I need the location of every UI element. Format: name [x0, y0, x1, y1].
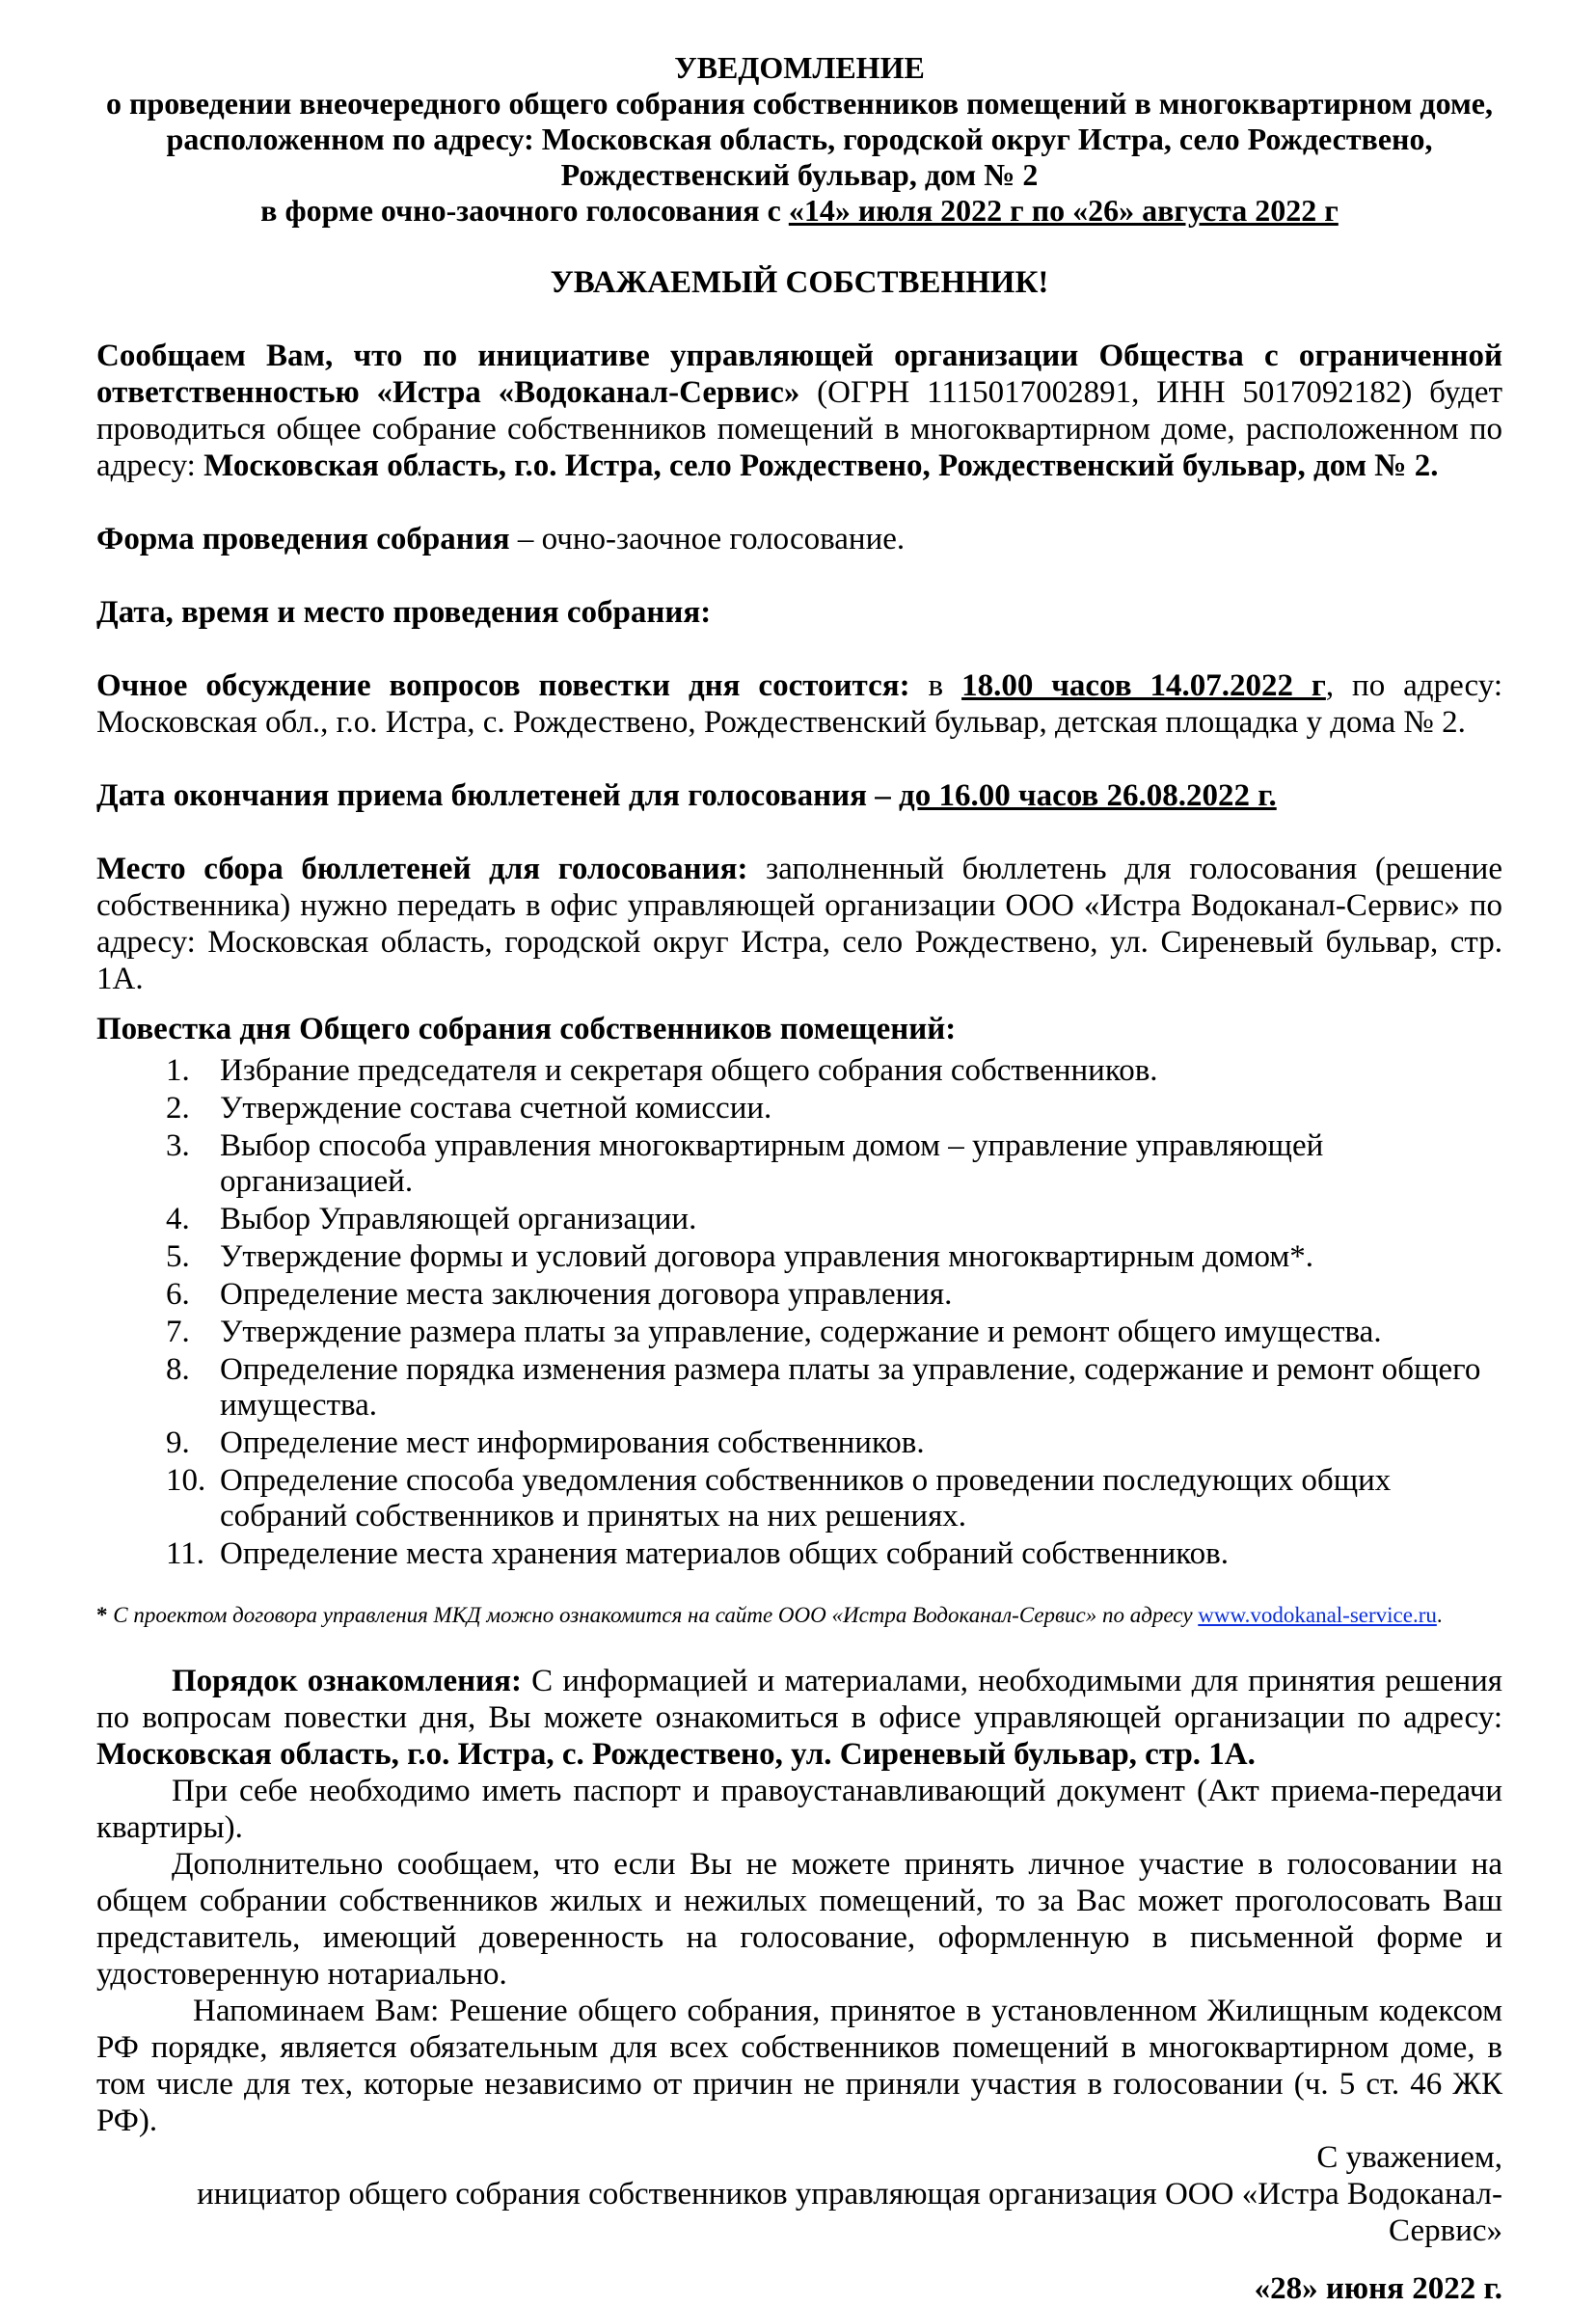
meeting-form-value: – очно-заочное голосование. [509, 522, 906, 556]
in-person-label: Очное обсуждение вопросов повестки дня состоится: [96, 668, 910, 703]
agenda-item [96, 1463, 1502, 1534]
collection-text: заполненный бюллетень для голосования (решение собственника) нужно передать в офис управляющей организации ООО «Истра Водоканал-Сервис» по адресу: Московская область, городской округ Истра, село Рождествено, ул. Сиреневый бульвар, стр. 1А. [96, 852, 1502, 996]
notice-document [96, 50, 1502, 2307]
agenda-item [96, 1425, 1502, 1461]
meeting-form [96, 521, 1502, 557]
agenda-item-text: Определение способа уведомления собственников о проведении последующих общих собраний собственников и принятых на них решениях. [220, 1463, 1392, 1533]
agenda-item-text: Избрание председателя и секретаря общего собрания собственников. [220, 1053, 1158, 1088]
agenda-item-text: Утверждение формы и условий договора управления многоквартирным домом*. [220, 1239, 1313, 1274]
datetime-heading: Дата, время и место проведения собрания: [96, 595, 712, 630]
procedure-paragraph [96, 1663, 1502, 1773]
agenda-item-text: Утверждение размера платы за управление, содержание и ремонт общего имущества. [220, 1315, 1382, 1349]
notice-subtitle-line-2: расположенном по адресу: Московская область, городской округ Истра, село Рождествено, [166, 122, 1433, 156]
procedure-address: Московская область, г.о. Истра, с. Рождествено, ул. Сиреневый бульвар, стр. 1А. [96, 1737, 1256, 1772]
agenda-item [96, 1239, 1502, 1275]
in-person-time: 18.00 часов 14.07.2022 г [961, 668, 1326, 703]
agenda-item-number: 4. [166, 1202, 190, 1236]
intro-address: Московская область, г.о. Истра, село Рождествено, Рождественский бульвар, дом № 2. [203, 448, 1439, 483]
agenda-item [96, 1091, 1502, 1126]
intro-initiator: Сообщаем Вам, что по инициативе управляющей организации Общества с ограниченной ответственностью «Истра «Водоканал-Сервис» [96, 339, 1502, 410]
agenda-item-number: 3. [166, 1128, 190, 1163]
agenda-item-number: 11. [166, 1536, 205, 1571]
deadline-value: до 16.00 часов 26.08.2022 г. [899, 778, 1277, 813]
voting-period-dates: «14» июля 2022 г по «26» августа 2022 г [788, 193, 1339, 228]
procedure-text: С информацией и материалами, необходимыми для принятия решения по вопросам повестки дня, Вы можете ознакомиться в офисе управляющей организации по адресу: [96, 1664, 1502, 1735]
agenda-item [96, 1352, 1502, 1424]
notice-header [96, 50, 1502, 229]
regards: С уважением, [1316, 2140, 1502, 2175]
agenda-item-number: 2. [166, 1091, 190, 1126]
agenda-item-text: Определение мест информирования собственников. [220, 1425, 925, 1460]
agenda-item-text: Определение места хранения материалов общих собраний собственников. [220, 1536, 1229, 1571]
deadline-dash: – [867, 778, 900, 813]
notice-subtitle-line-1: о проведении внеочередного общего собрания собственников помещений в многоквартирном доме, [106, 86, 1493, 121]
agenda-item-number: 1. [166, 1053, 190, 1088]
agenda-item-text: Определение места заключения договора управления. [220, 1277, 953, 1312]
intro-paragraph [96, 338, 1502, 484]
footnote [96, 1601, 1502, 1630]
agenda-list [96, 1053, 1502, 1572]
ballot-collection [96, 851, 1502, 997]
collection-label: Место сбора бюллетеней для голосования: [96, 852, 748, 886]
agenda-heading: Повестка дня Общего собрания собственников помещений: [96, 1012, 957, 1046]
document-date: «28» июня 2022 г. [1254, 2271, 1502, 2306]
documents-paragraph: При себе необходимо иметь паспорт и правоустанавливающий документ (Акт приема-передачи квартиры). [96, 1774, 1502, 1845]
website-link[interactable]: www.vodokanal-service.ru [1198, 1603, 1437, 1627]
notice-subtitle-line-3: Рождественский бульвар, дом № 2 [560, 157, 1039, 192]
notice-voting-period [96, 193, 1502, 229]
procedure-label: Порядок ознакомления: [172, 1664, 522, 1698]
agenda-item-number: 6. [166, 1277, 190, 1312]
signature-line: инициатор общего собрания собственников управляющая организация ООО «Истра Водоканал-Сервис» [197, 2177, 1502, 2248]
meeting-form-label: Форма проведения собрания [96, 522, 510, 556]
agenda-item [96, 1277, 1502, 1313]
in-person-discussion [96, 667, 1502, 741]
in-person-address: , по адресу: Московская обл., г.о. Истра, с. Рождествено, Рождественский бульвар, детская площадка у дома № 2. [96, 668, 1502, 740]
in-person-pre: в [909, 668, 962, 703]
agenda-item-number: 9. [166, 1425, 190, 1460]
footnote-end: . [1436, 1603, 1443, 1627]
agenda-item [96, 1536, 1502, 1572]
footnote-text: С проектом договора управления МКД можно ознакомится на сайте ООО «Истра Водоканал-Сервис» по адресу [107, 1603, 1199, 1627]
intro-details: (ОГРН 1115017002891, ИНН 5017092182) будет проводиться общее собрание собственников помещений в многоквартирном доме, расположенном по адресу: [96, 375, 1503, 483]
ballot-deadline [96, 777, 1502, 814]
agenda-item-text: Выбор Управляющей организации. [220, 1202, 697, 1236]
agenda-item-number: 10. [166, 1463, 206, 1498]
agenda-item-text: Определение порядка изменения размера платы за управление, содержание и ремонт общего имущества. [220, 1352, 1481, 1423]
agenda-item-text: Утверждение состава счетной комиссии. [220, 1091, 772, 1126]
agenda-item-number: 7. [166, 1315, 190, 1349]
proxy-paragraph: Дополнительно сообщаем, что если Вы не можете принять личное участие в голосовании на общем собрании собственников жилых и нежилых помещений, то за Вас может проголосовать Ваш представитель, имеющий доверенность на голосование, оформленную в письменной форме и удостоверенную нотариально. [96, 1847, 1502, 1992]
notice-title: УВЕДОМЛЕНИЕ [674, 50, 925, 85]
footnote-star: * [96, 1603, 108, 1627]
agenda-item [96, 1315, 1502, 1350]
agenda-item-text: Выбор способа управления многоквартирным домом – управление управляющей организацией. [220, 1128, 1324, 1199]
voting-period-prefix: в форме очно-заочного голосования с [260, 193, 789, 228]
reminder-paragraph: Напоминаем Вам: Решение общего собрания, принятое в установленном Жилищным кодексом РФ порядке, является обязательным для всех собственников помещений в многоквартирном доме, в том числе для тех, которые независимо от причин не приняли участия в голосовании (ч. 5 ст. 46 ЖК РФ). [96, 1994, 1502, 2138]
agenda-item-number: 5. [166, 1239, 190, 1274]
greeting: УВАЖАЕМЫЙ СОБСТВЕННИК! [550, 265, 1049, 300]
deadline-label: Дата окончания приема бюллетеней для голосования [96, 778, 868, 813]
agenda-item [96, 1053, 1502, 1089]
agenda-item [96, 1128, 1502, 1200]
agenda-item-number: 8. [166, 1352, 190, 1387]
agenda-item [96, 1202, 1502, 1237]
